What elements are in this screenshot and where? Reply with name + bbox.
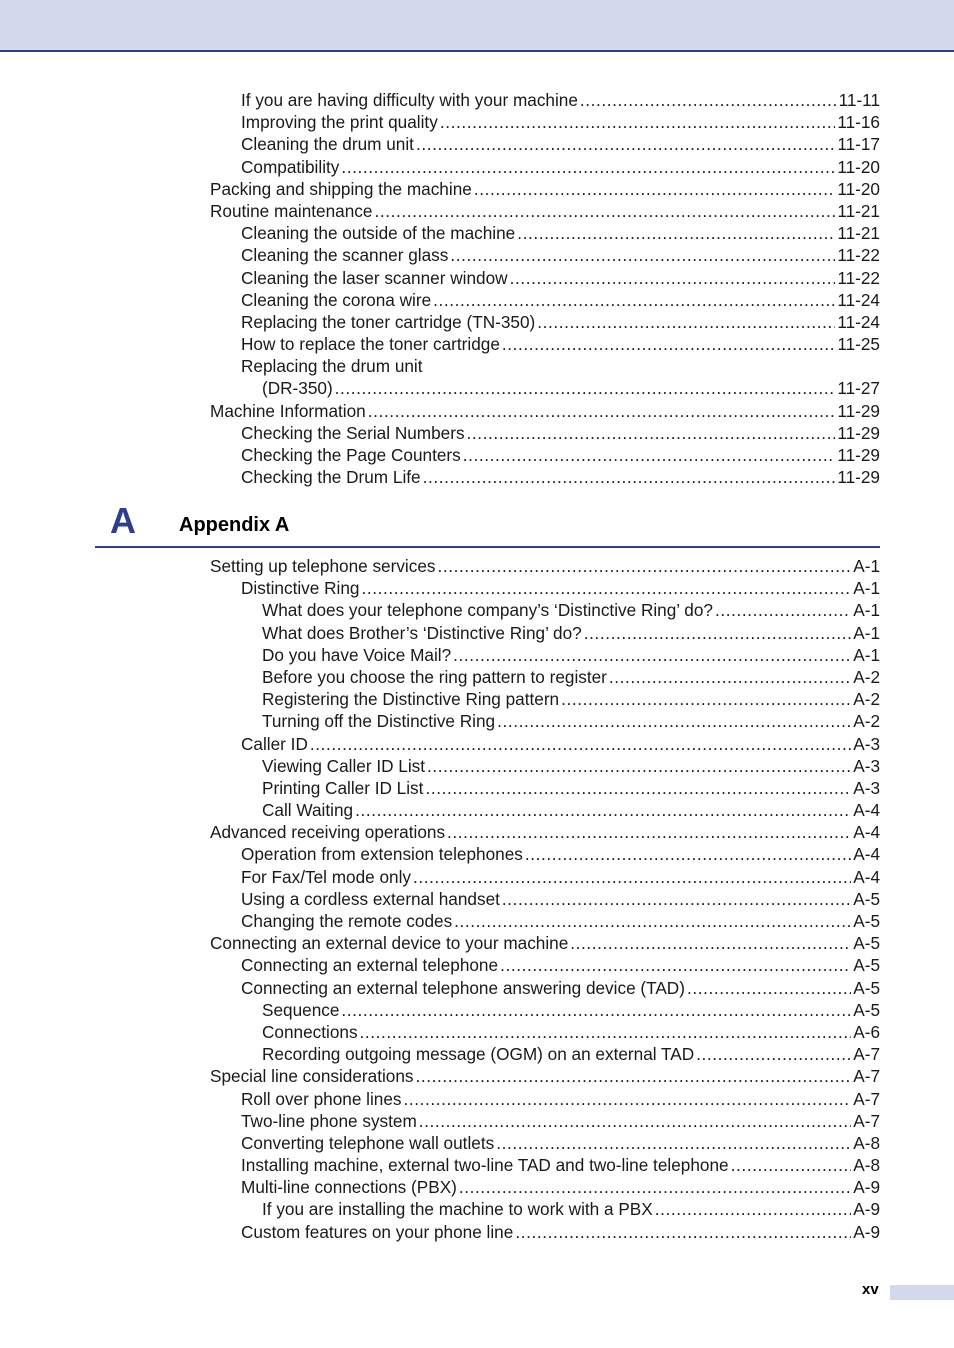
toc-entry-title: Packing and shipping the machine [210, 178, 472, 199]
toc-entry-title: Two-line phone system [241, 1110, 417, 1131]
toc-entry-page: 11-29 [837, 445, 880, 465]
toc-entry-title: Caller ID [241, 733, 308, 754]
toc-dot-leader [609, 666, 851, 688]
toc-dot-leader [360, 1021, 852, 1043]
toc-entry[interactable] [241, 311, 954, 333]
toc-entry-title: Roll over phone lines [241, 1088, 402, 1109]
toc-entry-title: Connections [262, 1021, 358, 1042]
toc-entry-title: Printing Caller ID List [262, 777, 424, 798]
toc-entry[interactable] [241, 133, 954, 155]
toc-dot-leader [454, 910, 851, 932]
toc-entry-title: What does Brother’s ‘Distinctive Ring’ do? [262, 622, 582, 643]
toc-entry-page: A-1 [853, 556, 880, 576]
toc-entry-title: Call Waiting [262, 800, 354, 821]
toc-entry[interactable] [241, 866, 954, 888]
toc-entry[interactable] [210, 400, 954, 422]
toc-dot-leader [438, 555, 852, 577]
toc-entry-title: Replacing the drum unit [241, 356, 423, 377]
toc-entry[interactable] [262, 644, 954, 666]
toc-dot-leader [404, 1088, 852, 1110]
chapter-letter: A [110, 500, 136, 541]
toc-entry-title: Connecting an external device to your machine [210, 933, 569, 954]
toc-entry-title: Using a cordless external handset [241, 888, 500, 909]
toc-entry-page: A-7 [853, 1044, 880, 1065]
toc-entry[interactable] [262, 799, 954, 821]
toc-entry-title: Advanced receiving operations [210, 822, 446, 843]
toc-dot-leader [655, 1198, 852, 1220]
toc-entry-page: 11-27 [837, 378, 880, 399]
toc-entry-page: A-5 [853, 911, 880, 931]
toc-entry-page: A-8 [853, 1132, 880, 1153]
toc-dot-leader [502, 333, 835, 355]
toc-dot-leader [502, 888, 851, 910]
chapter-title[interactable]: Appendix A [179, 514, 290, 536]
toc-entry-title: Machine Information [210, 400, 366, 421]
toc-entry-title: Routine maintenance [210, 200, 373, 221]
toc-entry-title: If you are installing the machine to work with a PBX [262, 1199, 653, 1220]
toc-entry-page: A-5 [853, 977, 880, 998]
toc-entry-page: 11-21 [837, 200, 880, 221]
toc-dot-leader [731, 1154, 852, 1176]
toc-dot-leader [463, 444, 836, 466]
toc-entry-title: Special line considerations [210, 1066, 414, 1087]
toc-dot-leader [374, 200, 835, 222]
toc-dot-leader [416, 133, 835, 155]
toc-entry-page: A-4 [853, 800, 880, 821]
toc-entry[interactable] [241, 355, 954, 377]
toc-entry-title: How to replace the toner cartridge [241, 334, 500, 355]
toc-entry[interactable] [262, 688, 954, 710]
toc-entry-page: A-9 [853, 1199, 880, 1220]
toc-entry[interactable] [210, 178, 954, 200]
toc-entry-title: For Fax/Tel mode only [241, 866, 412, 887]
toc-entry-page: A-1 [853, 644, 880, 665]
toc-entry-title: Checking the Serial Numbers [241, 422, 465, 443]
toc-entry[interactable] [262, 777, 954, 799]
toc-entry-page: 11-24 [837, 311, 880, 332]
toc-entry-page: A-3 [853, 777, 880, 798]
toc-list-continued [0, 89, 954, 488]
toc-entry-page: A-5 [853, 933, 880, 954]
toc-entry-title: Multi-line connections (PBX) [241, 1177, 457, 1198]
toc-entry-title: Cleaning the outside of the machine [241, 223, 516, 244]
toc-entry-page: 11-11 [838, 90, 880, 110]
toc-entry-title: Improving the print quality [241, 112, 438, 133]
toc-dot-leader [580, 89, 837, 111]
toc-entry-page: A-3 [853, 755, 880, 776]
toc-entry-page: 11-29 [837, 422, 880, 443]
toc-entry[interactable] [262, 1043, 954, 1065]
toc-entry[interactable] [262, 377, 954, 399]
toc-entry-title: Recording outgoing message (OGM) on an external TAD [262, 1044, 695, 1065]
toc-entry-page: A-4 [853, 866, 880, 887]
toc-entry[interactable] [241, 1132, 954, 1154]
toc-entry-title: Connecting an external telephone answering device (TAD) [241, 977, 685, 998]
toc-entry-title: Compatibility [241, 156, 340, 177]
toc-entry-title: Operation from extension telephones [241, 844, 523, 865]
toc-entry-page: A-4 [853, 822, 880, 843]
toc-entry[interactable] [241, 444, 954, 466]
toc-entry-page: A-9 [853, 1221, 880, 1242]
toc-entry[interactable] [210, 821, 954, 843]
toc-entry-page: 11-16 [837, 112, 880, 133]
toc-entry[interactable] [241, 1110, 954, 1132]
toc-dot-leader [355, 799, 851, 821]
toc-entry-title: Cleaning the laser scanner window [241, 267, 508, 288]
toc-entry-page: A-4 [853, 844, 880, 865]
toc-entry[interactable] [241, 333, 954, 355]
toc-entry-page: A-6 [853, 1021, 880, 1042]
toc-entry-page: 11-17 [837, 134, 880, 155]
toc-entry-page: A-3 [853, 733, 880, 754]
toc-entry-page: 11-20 [837, 178, 880, 199]
toc-dot-leader [537, 311, 835, 333]
toc-entry[interactable] [241, 843, 954, 865]
toc-entry-title: (DR-350) [262, 378, 333, 399]
toc-entry-page: 11-20 [837, 156, 880, 177]
toc-entry-page: 11-21 [837, 223, 880, 244]
toc-dot-leader [427, 755, 851, 777]
page-number: xv [862, 1281, 879, 1298]
toc-entry[interactable] [210, 1065, 954, 1087]
toc-entry-title: Connecting an external telephone [241, 955, 499, 976]
toc-entry-title: Setting up telephone services [210, 556, 436, 576]
toc-dot-leader [310, 733, 851, 755]
toc-entry[interactable] [241, 977, 954, 999]
toc-dot-leader [515, 1221, 851, 1243]
toc-entry-title: Custom features on your phone line [241, 1221, 514, 1242]
toc-entry[interactable] [241, 1176, 954, 1198]
toc-dot-leader [525, 843, 851, 865]
toc-entry[interactable] [241, 888, 954, 910]
toc-entry[interactable] [241, 244, 954, 266]
toc-entry[interactable] [241, 733, 954, 755]
toc-entry[interactable] [262, 622, 954, 644]
toc-entry[interactable] [241, 267, 954, 289]
toc-entry-page: 11-22 [837, 267, 880, 288]
toc-dot-leader [341, 156, 835, 178]
toc-entry-title: Viewing Caller ID List [262, 755, 426, 776]
toc-entry-page: 11-29 [837, 400, 880, 421]
toc-entry[interactable] [241, 222, 954, 244]
toc-entry[interactable] [241, 422, 954, 444]
toc-entry-page: A-5 [853, 888, 880, 909]
toc-entry[interactable] [262, 1198, 954, 1220]
toc-entry[interactable] [241, 156, 954, 178]
toc-entry[interactable] [262, 999, 954, 1021]
toc-entry-title: Do you have Voice Mail? [262, 644, 452, 665]
toc-entry-page: A-7 [853, 1110, 880, 1131]
toc-entry-title: Cleaning the corona wire [241, 289, 432, 310]
toc-dot-leader [416, 1065, 852, 1087]
toc-dot-leader [450, 244, 835, 266]
toc-dot-leader [453, 644, 851, 666]
toc-entry[interactable] [210, 200, 954, 222]
toc-entry-title: Converting telephone wall outlets [241, 1132, 495, 1153]
toc-entry[interactable] [241, 466, 954, 488]
toc-dot-leader [715, 599, 851, 621]
toc-dot-leader [447, 821, 851, 843]
toc-dot-leader [687, 977, 851, 999]
toc-entry-page: A-2 [853, 689, 880, 710]
toc-dot-leader [341, 999, 851, 1021]
toc-entry-title: Distinctive Ring [241, 578, 360, 599]
toc-entry-page: 11-22 [837, 245, 880, 266]
toc-dot-leader [440, 111, 836, 133]
toc-dot-leader [423, 466, 836, 488]
toc-entry[interactable] [241, 89, 954, 111]
toc-entry[interactable] [262, 710, 954, 732]
toc-entry-page: A-7 [853, 1088, 880, 1109]
toc-dot-leader [361, 577, 851, 599]
toc-entry-title: Before you choose the ring pattern to register [262, 666, 607, 687]
toc-dot-leader [335, 377, 836, 399]
toc-entry[interactable] [210, 555, 954, 577]
toc-entry[interactable] [262, 755, 954, 777]
toc-dot-leader [425, 777, 851, 799]
toc-dot-leader [584, 622, 852, 644]
toc-dot-leader [474, 178, 836, 200]
toc-entry[interactable] [262, 1021, 954, 1043]
toc-entry[interactable] [241, 289, 954, 311]
toc-dot-leader [433, 289, 835, 311]
toc-entry-page: 11-25 [837, 334, 880, 355]
toc-entry-title: Installing machine, external two-line TAD and two-line telephone [241, 1155, 729, 1176]
toc-entry-title: Turning off the Distinctive Ring [262, 711, 496, 732]
toc-entry-page: A-1 [853, 622, 880, 643]
toc-entry[interactable] [241, 577, 954, 599]
toc-dot-leader [413, 866, 851, 888]
toc-entry-page: A-2 [853, 711, 880, 732]
toc-entry-title: Cleaning the drum unit [241, 134, 414, 155]
toc-entry-page: A-9 [853, 1177, 880, 1198]
toc-entry-page: A-7 [853, 1066, 880, 1087]
toc-dot-leader [467, 422, 836, 444]
toc-entry-title: Changing the remote codes [241, 911, 453, 931]
toc-entry-page: A-5 [853, 999, 880, 1020]
toc-dot-leader [696, 1043, 851, 1065]
toc-entry[interactable] [241, 1154, 954, 1176]
toc-dot-leader [497, 710, 851, 732]
chapter-heading [95, 500, 880, 548]
toc-entry[interactable] [241, 1088, 954, 1110]
toc-dot-leader [510, 267, 836, 289]
toc-entry-title: Sequence [262, 999, 340, 1020]
toc-entry-title: Checking the Page Counters [241, 445, 461, 465]
toc-entry-page: A-2 [853, 666, 880, 687]
toc-entry-page: 11-24 [837, 289, 880, 310]
toc-entry-title: Cleaning the scanner glass [241, 245, 449, 266]
toc-entry-page: 11-29 [837, 467, 880, 488]
header-band [0, 0, 954, 52]
toc-entry[interactable] [241, 954, 954, 976]
toc-entry[interactable] [241, 111, 954, 133]
toc-entry-page: A-1 [853, 600, 880, 621]
toc-entry[interactable] [241, 910, 954, 932]
toc-entry-title: If you are having difficulty with your machine [241, 90, 578, 110]
toc-dot-leader [500, 954, 851, 976]
toc-dot-leader [517, 222, 835, 244]
toc-entry[interactable] [262, 666, 954, 688]
toc-dot-leader [368, 400, 836, 422]
page-tab-marker [890, 1285, 954, 1300]
toc-entry-page: A-5 [853, 955, 880, 976]
toc-list-appendix [0, 555, 954, 1243]
toc-dot-leader [561, 688, 851, 710]
toc-dot-leader [570, 932, 851, 954]
toc-entry-title: Registering the Distinctive Ring pattern [262, 689, 560, 710]
toc-dot-leader [496, 1132, 851, 1154]
toc-entry-title: What does your telephone company’s ‘Distinctive Ring’ do? [262, 600, 713, 621]
toc-entry-title: Checking the Drum Life [241, 467, 421, 488]
toc-entry-page: A-1 [853, 578, 880, 599]
toc-entry[interactable] [241, 1221, 954, 1243]
toc-dot-leader [419, 1110, 851, 1132]
toc-entry[interactable] [210, 932, 954, 954]
toc-entry-page: A-8 [853, 1155, 880, 1176]
toc-entry[interactable] [262, 599, 954, 621]
toc-dot-leader [459, 1176, 851, 1198]
toc-entry-title: Replacing the toner cartridge (TN-350) [241, 311, 536, 332]
